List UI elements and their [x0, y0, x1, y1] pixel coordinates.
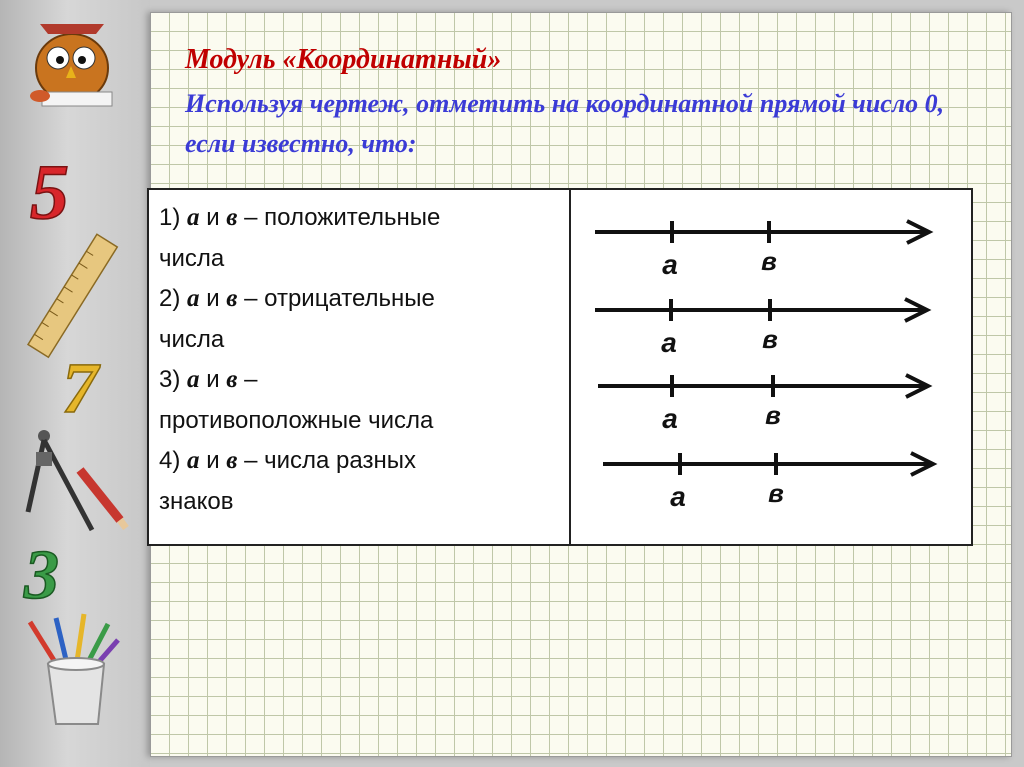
label-a: а — [662, 249, 678, 280]
conditions-cell — [148, 189, 570, 545]
condition-4-line-1: 4) а и в – числа разных — [159, 447, 416, 474]
condition-1-line-1: 1) а и в – положительные — [159, 204, 441, 231]
number-lines-cell — [570, 189, 972, 545]
label-b: в — [762, 324, 778, 354]
pencil-cup-icon — [30, 614, 118, 724]
condition-2-line-1: 2) а и в – отрицательные — [159, 285, 435, 312]
digit-five: 5 — [30, 148, 69, 235]
number-lines-drawing — [585, 204, 970, 534]
condition-2-line-2: числа — [159, 325, 225, 353]
ruler-icon — [28, 234, 117, 357]
label-a: а — [670, 481, 686, 512]
slide-subtitle: Используя чертеж, отметить на координатной прямой число 0, если известно, что: — [185, 89, 945, 159]
label-a: а — [662, 403, 678, 434]
decorative-sidebar — [0, 0, 150, 767]
digit-seven: 7 — [62, 348, 98, 428]
sidebar-decorations — [0, 0, 150, 767]
label-a: а — [661, 327, 677, 358]
condition-1-line-2: числа — [159, 244, 225, 272]
label-b: в — [765, 400, 781, 430]
label-b: в — [761, 246, 777, 276]
condition-4-line-2: знаков — [159, 487, 234, 515]
label-b: в — [768, 478, 784, 508]
slide-title: Модуль «Координатный» — [185, 44, 502, 75]
task-table — [147, 188, 973, 546]
owl-teacher-icon — [30, 24, 112, 106]
condition-3-line-2: противоположные числа — [159, 406, 434, 434]
digit-three: 3 — [24, 537, 59, 614]
condition-3-line-1: 3) а и в – — [159, 366, 258, 393]
